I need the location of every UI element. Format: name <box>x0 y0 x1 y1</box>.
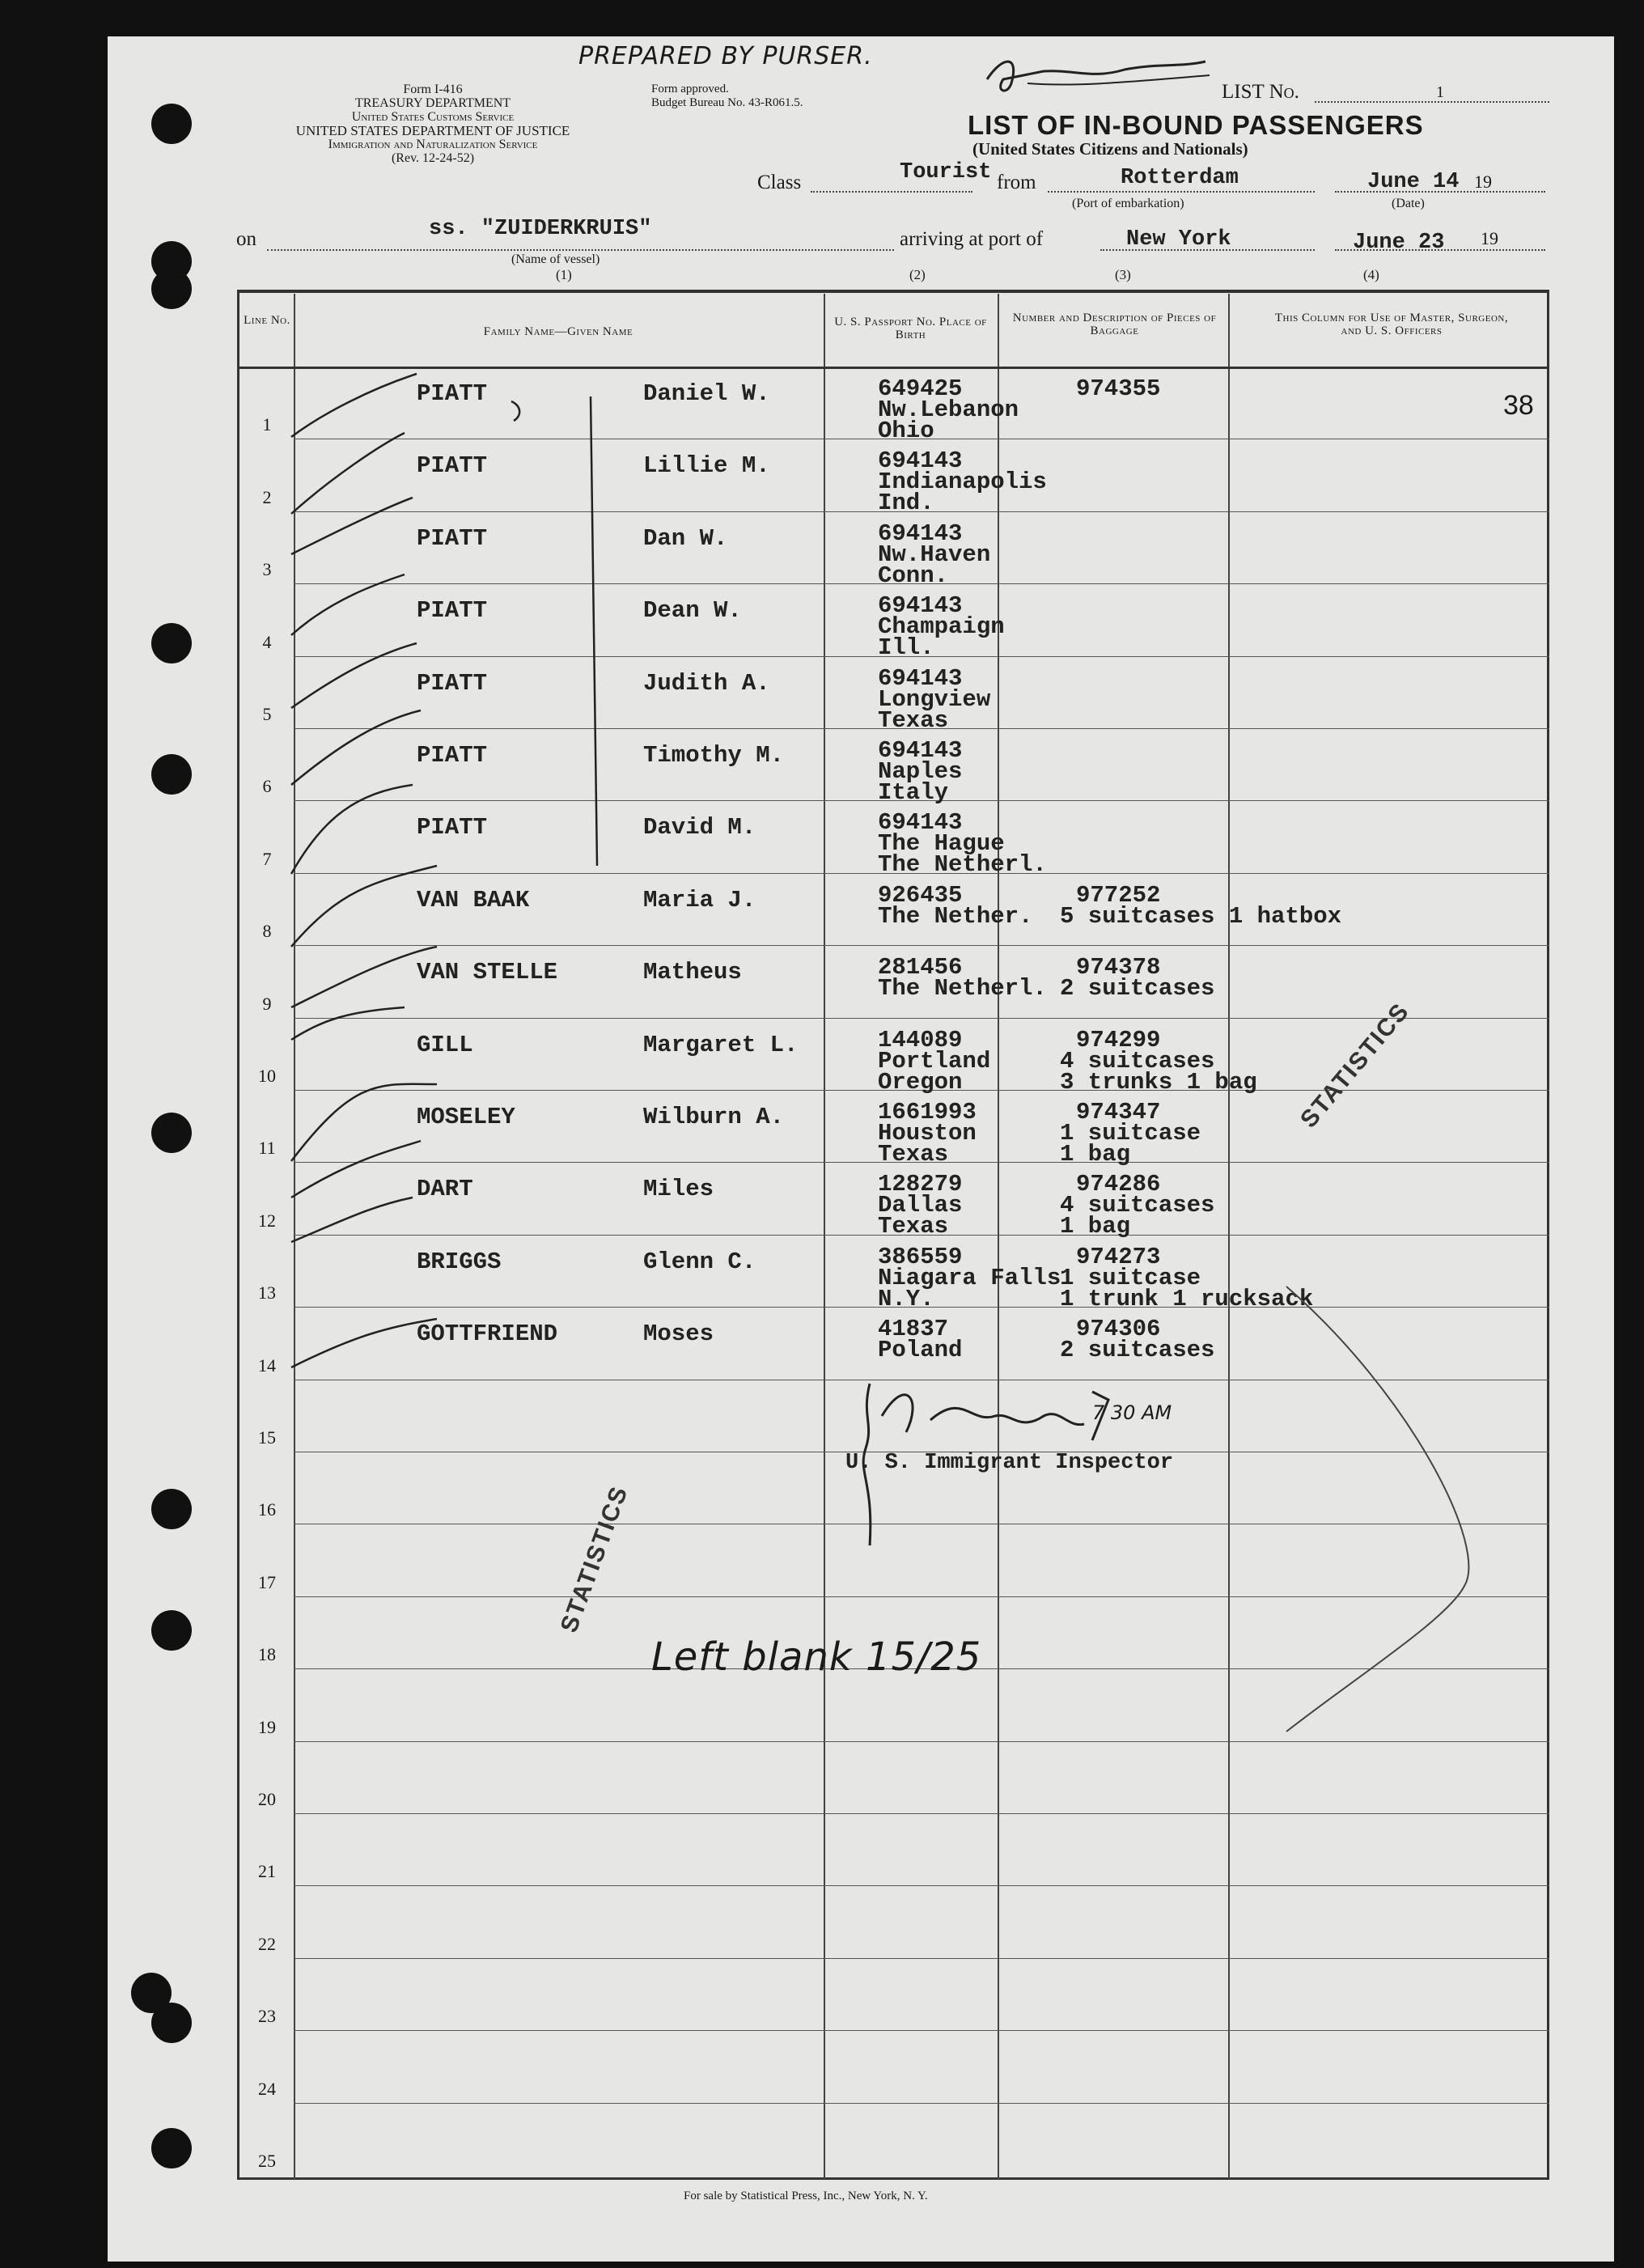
family-name: DART <box>417 1176 473 1203</box>
family-name: VAN BAAK <box>417 886 530 914</box>
family-name: PIATT <box>417 597 488 625</box>
baggage-description-2: 1 bag <box>1060 1213 1131 1240</box>
baggage-number: 974378 <box>1076 954 1161 981</box>
passport-number: 694143 <box>878 809 963 837</box>
approval-block <box>651 83 803 110</box>
footer-printer: For sale by Statistical Press, Inc., New York, N. Y. <box>684 2190 928 2202</box>
list-no-label: LIST No. <box>1222 81 1299 103</box>
col-header-name: Family Name—Given Name <box>483 325 633 338</box>
line-number: 16 <box>258 1499 276 1520</box>
birthplace-line-1: The Hague <box>878 830 1005 858</box>
embarkation-date-value: June 14 <box>1367 170 1460 194</box>
passport-number: 128279 <box>878 1171 963 1198</box>
line-number: 12 <box>258 1210 276 1231</box>
birthplace-line-2: Texas <box>878 1213 949 1240</box>
family-name: GILL <box>417 1031 473 1058</box>
passport-number: 694143 <box>878 447 963 475</box>
line-number: 14 <box>258 1354 276 1376</box>
line-number: 3 <box>262 559 272 580</box>
form-block <box>243 83 623 165</box>
birthplace-line-1: Nw.Lebanon <box>878 396 1019 423</box>
baggage-description-2: 1 trunk 1 rucksack <box>1060 1285 1314 1312</box>
given-name: Maria J. <box>643 886 756 914</box>
given-name: Timothy M. <box>643 742 785 769</box>
binder-hole <box>151 2128 192 2168</box>
arriving-label: arriving at port of <box>900 228 1044 250</box>
birthplace-line-2: Texas <box>878 706 949 734</box>
given-name: Daniel W. <box>643 380 770 407</box>
col-marker-2: (2) <box>909 267 926 282</box>
baggage-number: 974286 <box>1076 1171 1161 1198</box>
col-header-passport: U. S. Passport No. Place of Birth <box>834 316 987 341</box>
birthplace-line-1: Houston <box>878 1120 977 1147</box>
given-name: Lillie M. <box>643 452 770 480</box>
birthplace-line-2: The Netherl. <box>878 851 1047 879</box>
family-name: GOTTFRIEND <box>417 1321 558 1348</box>
line-number: 15 <box>258 1427 276 1448</box>
baggage-description-1: 2 suitcases <box>1060 975 1215 1003</box>
col-header-officers: This Column for Use of Master, Surgeon, and U. S. Officers <box>1274 312 1509 337</box>
given-name: Matheus <box>643 959 742 986</box>
manifest-subtitle: (United States Citizens and Nationals) <box>972 139 1248 159</box>
line-number: 1 <box>262 414 272 435</box>
line-number: 20 <box>258 1789 276 1809</box>
inspector-time-note: 7 30 AM <box>1092 1401 1172 1424</box>
given-name: Judith A. <box>643 669 770 697</box>
col-marker-4: (4) <box>1363 267 1379 282</box>
family-name: PIATT <box>417 380 488 407</box>
list-no-value: 1 <box>1436 83 1444 101</box>
class-value: Tourist <box>900 160 992 184</box>
line-number: 6 <box>262 776 272 797</box>
given-name: Glenn C. <box>643 1248 756 1275</box>
col-header-baggage: Number and Description of Pieces of Baggage <box>1012 312 1217 337</box>
family-name: MOSELEY <box>417 1104 515 1130</box>
row-divider <box>294 1958 1549 1959</box>
binder-hole <box>151 1610 192 1651</box>
passport-number: 41837 <box>878 1316 949 1343</box>
line-number: 18 <box>258 1644 276 1665</box>
birthplace-line-1: Nw.Haven <box>878 541 991 568</box>
family-name: PIATT <box>417 814 488 841</box>
budget-bureau-number: Budget Bureau No. 43-R061.5. <box>651 96 803 109</box>
birthplace-line-2: Oregon <box>878 1068 963 1096</box>
line-number: 8 <box>262 921 272 942</box>
birthplace-line-2: Ohio <box>878 418 934 444</box>
birthplace-line-2: Texas <box>878 1141 949 1168</box>
form-approved: Form approved. <box>651 83 729 95</box>
baggage-description-1: 1 suitcase <box>1060 1120 1201 1147</box>
birthplace-line-1: Longview <box>878 685 991 713</box>
binder-hole <box>151 623 192 663</box>
binder-hole <box>151 104 192 144</box>
baggage-description-1: 5 suitcases 1 hatbox <box>1060 902 1342 930</box>
line-number: 23 <box>258 2006 276 2027</box>
binder-hole <box>151 2003 192 2043</box>
passport-number: 144089 <box>878 1026 963 1053</box>
row-divider <box>294 2030 1549 2031</box>
passport-number: 694143 <box>878 664 963 692</box>
statistics-stamp: STATISTICS <box>1295 998 1415 1134</box>
line-number: 22 <box>258 1933 276 1954</box>
date-caption: (Date) <box>1392 197 1425 210</box>
given-name: David M. <box>643 814 756 841</box>
from-label: from <box>997 172 1036 193</box>
arrival-date-value: June 23 <box>1353 231 1445 255</box>
passport-number: 649425 <box>878 375 963 402</box>
row-divider <box>294 2103 1549 2104</box>
binder-hole <box>151 754 192 795</box>
baggage-description-2: 1 bag <box>1060 1141 1131 1168</box>
embarkation-year-prefix: 19 <box>1474 172 1492 192</box>
passport-number: 386559 <box>878 1243 963 1270</box>
port-caption: (Port of embarkation) <box>1072 197 1184 210</box>
baggage-number: 974299 <box>1076 1026 1161 1053</box>
inspector-label: U. S. Immigrant Inspector <box>845 1451 1174 1475</box>
birthplace-line-1: Niagara Falls <box>878 1264 1061 1291</box>
passport-number: 1661993 <box>878 1099 977 1126</box>
class-label: Class <box>757 172 802 193</box>
arrival-port-value: New York <box>1126 227 1231 252</box>
line-number: 19 <box>258 1716 276 1737</box>
check-marks <box>275 364 615 1400</box>
birthplace-line-2: N.Y. <box>878 1285 934 1312</box>
baggage-number: 974306 <box>1076 1316 1161 1343</box>
given-name: Margaret L. <box>643 1031 799 1058</box>
row-divider <box>294 1813 1549 1814</box>
birthplace-line-1: Naples <box>878 758 963 785</box>
passport-number: 926435 <box>878 881 963 909</box>
line-number: 7 <box>262 848 272 869</box>
officer-count: 38 <box>1503 390 1534 421</box>
baggage-description-1: 1 suitcase <box>1060 1264 1201 1291</box>
line-number: 10 <box>258 1066 276 1086</box>
passport-number: 281456 <box>878 954 963 981</box>
line-number: 24 <box>258 2078 276 2099</box>
form-number: Form I-416 <box>403 83 463 96</box>
family-name: BRIGGS <box>417 1248 502 1275</box>
birthplace-line-2: Ill. <box>878 634 934 662</box>
baggage-number: 974355 <box>1076 375 1161 402</box>
family-name: PIATT <box>417 742 488 769</box>
col-marker-3: (3) <box>1115 267 1131 282</box>
line-number: 13 <box>258 1282 276 1304</box>
prepared-by-purser-note: PREPARED BY PURSER. <box>578 42 873 70</box>
birthplace-line-1: The Netherl. <box>878 975 1047 1003</box>
line-number: 5 <box>262 704 272 724</box>
family-name: PIATT <box>417 669 488 697</box>
birthplace-line-1: Indianapolis <box>878 468 1047 496</box>
given-name: Wilburn A. <box>643 1104 785 1130</box>
treasury-department: TREASURY DEPARTMENT <box>354 96 511 110</box>
birthplace-line-1: Dallas <box>878 1192 963 1219</box>
form-revision: (Rev. 12-24-52) <box>391 151 475 165</box>
left-blank-note: Left blank 15/25 <box>651 1634 982 1680</box>
given-name: Dean W. <box>643 597 742 625</box>
birthplace-line-1: Portland <box>878 1047 991 1075</box>
birthplace-line-2: Ind. <box>878 490 934 517</box>
embarkation-port-value: Rotterdam <box>1121 166 1239 190</box>
col-header-line-no: Line No. <box>244 314 290 327</box>
baggage-description-1: 4 suitcases <box>1060 1192 1215 1219</box>
stamp-curve <box>1262 1278 1505 1748</box>
line-number: 11 <box>258 1138 276 1159</box>
family-name: VAN STELLE <box>417 959 558 986</box>
purser-signature <box>979 47 1214 104</box>
passport-number: 694143 <box>878 519 963 547</box>
baggage-number: 974273 <box>1076 1243 1161 1270</box>
customs-service: United States Customs Service <box>351 110 515 124</box>
manifest-title: LIST OF IN-BOUND PASSENGERS <box>968 110 1424 140</box>
line-number: 21 <box>258 1861 276 1882</box>
vessel-name-value: ss. "ZUIDERKRUIS" <box>429 217 652 241</box>
given-name: Moses <box>643 1321 714 1348</box>
passport-number: 694143 <box>878 737 963 764</box>
row-divider <box>294 1885 1549 1886</box>
birthplace-line-2: Conn. <box>878 562 949 589</box>
birthplace-line-1: Poland <box>878 1337 963 1364</box>
line-number: 2 <box>262 486 272 507</box>
line-number: 9 <box>262 993 272 1014</box>
col-marker-1: (1) <box>556 267 572 282</box>
line-number: 25 <box>258 2151 276 2171</box>
baggage-description-1: 4 suitcases <box>1060 1047 1215 1075</box>
family-name: PIATT <box>417 452 488 480</box>
vessel-caption: (Name of vessel) <box>511 252 600 266</box>
birthplace-line-1: The Nether. <box>878 902 1033 930</box>
department-of-justice: UNITED STATES DEPARTMENT OF JUSTICE <box>295 123 570 138</box>
binder-hole <box>151 269 192 309</box>
statistics-stamp: STATISTICS <box>555 1482 633 1637</box>
family-name: PIATT <box>417 524 488 552</box>
arrival-year-prefix: 19 <box>1481 228 1498 248</box>
baggage-number: 977252 <box>1076 881 1161 909</box>
line-number: 17 <box>258 1571 276 1592</box>
baggage-number: 974347 <box>1076 1099 1161 1126</box>
binder-hole <box>151 1113 192 1153</box>
given-name: Dan W. <box>643 524 728 552</box>
baggage-description-2: 3 trunks 1 bag <box>1060 1068 1257 1096</box>
immigration-service: Immigration and Naturalization Service <box>328 138 538 151</box>
given-name: Miles <box>643 1176 714 1203</box>
baggage-description-1: 2 suitcases <box>1060 1337 1215 1364</box>
passport-number: 694143 <box>878 592 963 620</box>
line-number: 4 <box>262 631 272 652</box>
birthplace-line-1: Champaign <box>878 613 1005 641</box>
birthplace-line-2: Italy <box>878 779 949 806</box>
on-label: on <box>236 228 256 250</box>
binder-hole <box>151 1489 192 1529</box>
